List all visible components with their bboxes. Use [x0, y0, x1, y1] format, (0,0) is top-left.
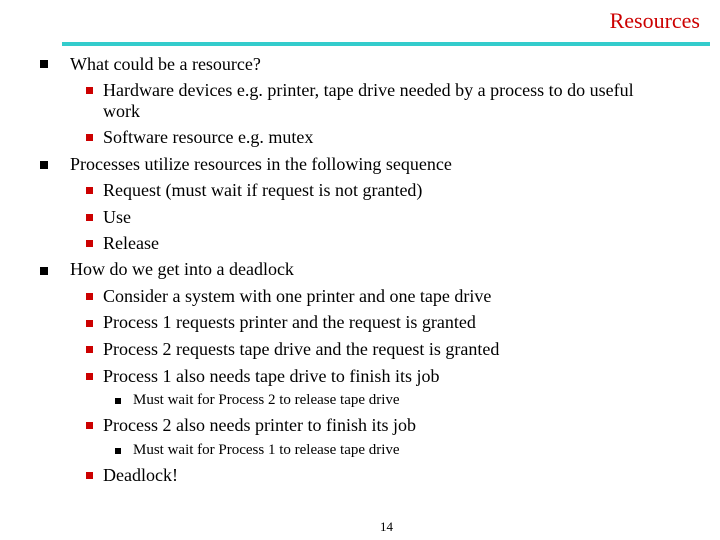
bullet-text: What could be a resource?	[70, 54, 261, 74]
bullet-icon	[86, 240, 93, 247]
sub-bullet-text: Process 2 also needs printer to finish its job	[103, 415, 416, 435]
sub-bullet-text: Process 1 also needs tape drive to finish its job	[103, 366, 440, 386]
bullet-text: How do we get into a deadlock	[70, 259, 294, 279]
bullet-icon	[86, 422, 93, 429]
bullet-icon	[86, 214, 93, 221]
bullet-icon	[86, 87, 93, 94]
bullet-icon	[40, 161, 48, 169]
sub-bullet-text: Consider a system with one printer and one tape drive	[103, 286, 492, 306]
bullet-icon	[86, 187, 93, 194]
sub-bullet-text: Release	[103, 233, 159, 253]
bullet-icon	[40, 60, 48, 68]
slide-title: Resources	[609, 8, 700, 33]
sub-bullet-text: Process 2 requests tape drive and the request is granted	[103, 339, 500, 359]
sub-bullet-text: Deadlock!	[103, 465, 178, 485]
bullet-icon	[86, 472, 93, 479]
bullet-icon	[86, 134, 93, 141]
bullet-icon	[86, 373, 93, 380]
sub-bullet-text: Process 1 requests printer and the request is granted	[103, 312, 476, 332]
bullet-icon	[115, 448, 121, 454]
sub-bullet-text: Hardware devices e.g. printer, tape drive needed by a process to do useful	[103, 80, 634, 100]
title-divider	[62, 42, 710, 46]
page-number: 14	[380, 519, 393, 534]
bullet-icon	[40, 267, 48, 275]
bullet-text: Processes utilize resources in the following sequence	[70, 154, 452, 174]
sub-bullet-text-continued: work	[103, 101, 140, 121]
bullet-icon	[86, 293, 93, 300]
sub-bullet-text: Use	[103, 207, 131, 227]
sub-bullet-text: Software resource e.g. mutex	[103, 127, 314, 147]
sub-sub-bullet-text: Must wait for Process 2 to release tape drive	[133, 392, 400, 408]
sub-bullet-text: Request (must wait if request is not granted)	[103, 180, 423, 200]
bullet-icon	[115, 398, 121, 404]
bullet-icon	[86, 346, 93, 353]
sub-sub-bullet-text: Must wait for Process 1 to release tape drive	[133, 442, 400, 458]
bullet-icon	[86, 320, 93, 327]
